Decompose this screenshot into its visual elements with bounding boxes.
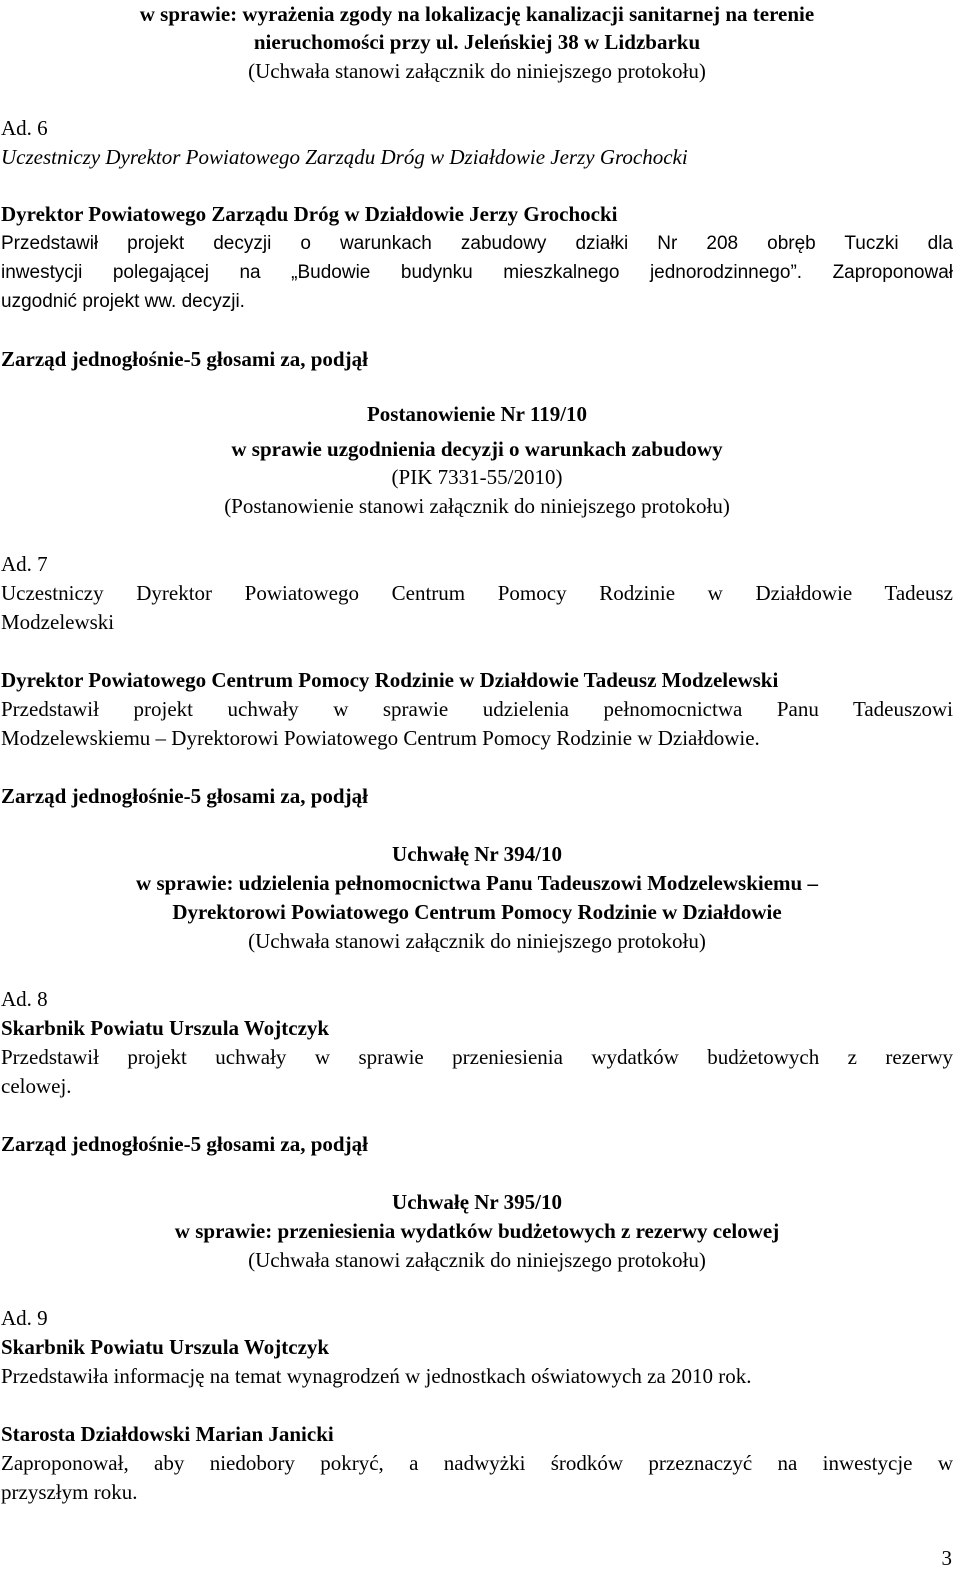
agenda-item-heading: Ad. 7 bbox=[1, 552, 48, 576]
agenda-item-heading: Ad. 8 bbox=[1, 987, 48, 1011]
participants-line: Uczestniczy Dyrektor Powiatowego Centrum Pomocy Rodzinie w Działdowie Tadeusz bbox=[1, 581, 953, 605]
resolution-subject: w sprawie: przeniesienia wydatków budżetowych z rezerwy celowej bbox=[174, 1219, 780, 1243]
speaker: Skarbnik Powiatu Urszula Wojtczyk bbox=[1, 1016, 330, 1040]
resolution-subject-line2: Dyrektorowi Powiatowego Centrum Pomocy Rodzinie w Działdowie bbox=[172, 900, 782, 924]
body-text-line: uzgodnić projekt ww. decyzji. bbox=[1, 291, 245, 312]
annex-note: (Uchwała stanowi załącznik do niniejszego protokołu) bbox=[248, 59, 706, 83]
resolution-reference: (PIK 7331-55/2010) bbox=[391, 465, 563, 489]
body-text-line: Przedstawił projekt uchwały w sprawie udzielenia pełnomocnictwa Panu Tadeuszowi bbox=[1, 697, 953, 721]
body-text-line: Zaproponował, aby niedobory pokryć, a nadwyżki środków przeznaczyć na inwestycje w bbox=[1, 1451, 953, 1475]
agenda-item-heading: Ad. 9 bbox=[1, 1306, 48, 1330]
resolution-title: Uchwałę Nr 394/10 bbox=[392, 842, 562, 866]
page-number: 3 bbox=[941, 1546, 952, 1570]
body-text-line: Przedstawiła informację na temat wynagrodzeń w jednostkach oświatowych za 2010 rok. bbox=[1, 1364, 752, 1388]
body-text-line: inwestycji polegającej na „Budowie budynku mieszkalnego jednorodzinnego”. Zaproponował bbox=[1, 262, 953, 283]
resolution-title: Uchwałę Nr 395/10 bbox=[392, 1190, 562, 1214]
resolution-subject: w sprawie uzgodnienia decyzji o warunkach zabudowy bbox=[231, 437, 723, 461]
body-text-line: celowej. bbox=[1, 1074, 72, 1098]
agenda-item-heading: Ad. 6 bbox=[1, 116, 48, 140]
body-text-line: Modzelewskiemu – Dyrektorowi Powiatowego Centrum Pomocy Rodzinie w Działdowie. bbox=[1, 726, 760, 750]
participants-line: Modzelewski bbox=[1, 610, 115, 634]
speaker: Dyrektor Powiatowego Centrum Pomocy Rodzinie w Działdowie Tadeusz Modzelewski bbox=[1, 668, 779, 692]
vote-result: Zarząd jednogłośnie-5 głosami za, podjął bbox=[1, 1132, 368, 1156]
participants: Uczestniczy Dyrektor Powiatowego Zarządu Dróg w Działdowie Jerzy Grochocki bbox=[1, 145, 688, 169]
resolution-subject-line1: w sprawie: udzielenia pełnomocnictwa Panu Tadeuszowi Modzelewskiemu – bbox=[136, 871, 818, 895]
resolution-title: Postanowienie Nr 119/10 bbox=[366, 402, 588, 426]
speaker: Starosta Działdowski Marian Janicki bbox=[1, 1422, 334, 1446]
annex-note: (Uchwała stanowi załącznik do niniejszego protokołu) bbox=[248, 1248, 706, 1272]
resolution-subject-line1: w sprawie: wyrażenia zgody na lokalizację kanalizacji sanitarnej na terenie bbox=[139, 2, 815, 26]
annex-note: (Uchwała stanowi załącznik do niniejszego protokołu) bbox=[248, 929, 706, 953]
annex-note: (Postanowienie stanowi załącznik do niniejszego protokołu) bbox=[224, 494, 730, 518]
speaker: Dyrektor Powiatowego Zarządu Dróg w Działdowie Jerzy Grochocki bbox=[1, 202, 618, 226]
body-text-line: Przedstawił projekt decyzji o warunkach zabudowy działki Nr 208 obręb Tuczki dla bbox=[1, 233, 953, 254]
speaker: Skarbnik Powiatu Urszula Wojtczyk bbox=[1, 1335, 330, 1359]
body-text-line: przyszłym roku. bbox=[1, 1480, 138, 1504]
vote-result: Zarząd jednogłośnie-5 głosami za, podjął bbox=[1, 784, 368, 808]
body-text-line: Przedstawił projekt uchwały w sprawie przeniesienia wydatków budżetowych z rezerwy bbox=[1, 1045, 953, 1069]
resolution-subject-line2: nieruchomości przy ul. Jeleńskiej 38 w Lidzbarku bbox=[253, 30, 701, 54]
vote-result: Zarząd jednogłośnie-5 głosami za, podjął bbox=[1, 347, 368, 371]
